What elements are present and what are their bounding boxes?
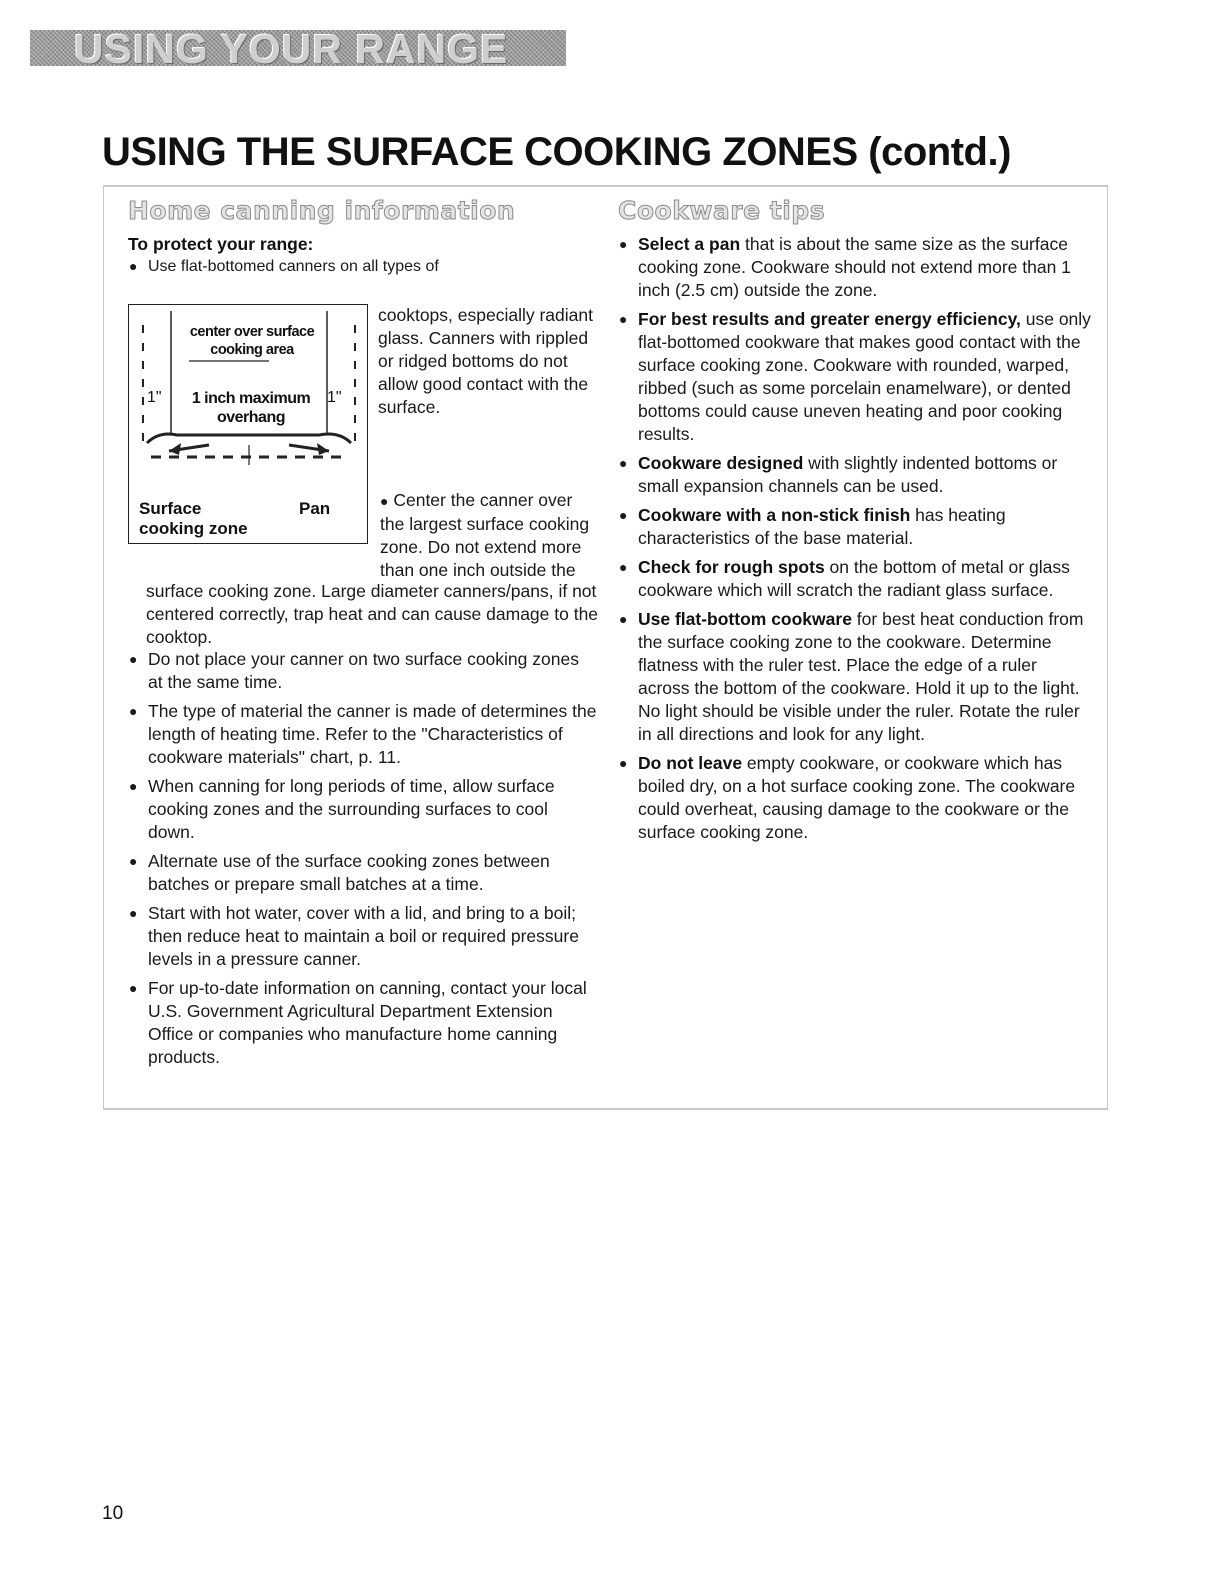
tip-text: that is about the same size as the surface cooking zone. Cookware should not extend more than 1 inch (2.5 cm) outside the zone.: [638, 234, 1071, 300]
bullet-dot: ●: [619, 236, 628, 252]
canner-diagram: [128, 304, 368, 544]
overhang-label: 1 inch maximum overhang: [191, 390, 311, 426]
protect-range-subhead: To protect your range:: [128, 234, 314, 254]
bullet-dot: ●: [129, 778, 138, 794]
left-dim-label: 1": [147, 389, 162, 406]
bullet-dot: ●: [129, 258, 138, 274]
list-item: [128, 902, 598, 971]
bullet-dot: ●: [619, 311, 628, 327]
bullet-dot: ●: [129, 703, 138, 719]
center-canner-body: Center the canner over the largest surface cooking zone. Do not extend more than one inch outside the: [380, 490, 590, 580]
list-item-text: The type of material the canner is made of determines the length of heating time. Refer to the "Characteristics of cookware materials" chart, p. 11.: [148, 701, 597, 767]
section-banner: [30, 26, 566, 72]
bullet-dot: ●: [619, 755, 628, 771]
center-canner-bullet: ●: [380, 493, 389, 509]
home-canning-column: [128, 196, 598, 1075]
center-over-label: center over surface cooking area: [189, 324, 315, 358]
tip-lead: Check for rough spots: [638, 557, 825, 577]
tip-text: for best heat conduction from the surface cooking zone to the cookware. Determine flatness with the ruler test. Place the edge of a ruler across the bottom of the cookware. Hold it up to the light. No light should be visible under the ruler. Rotate the ruler in all directions and look for any light.: [638, 609, 1084, 744]
tip-text: empty cookware, or cookware which has boiled dry, on a hot surface cooking zone. The cookware could overheat, causing damage to the cookware or the surface cooking zone.: [638, 753, 1076, 842]
list-item: [128, 700, 598, 769]
tip-text: has heating characteristics of the base material.: [638, 505, 1006, 548]
bullet-dot: ●: [129, 651, 138, 667]
banner-text: USING YOUR RANGE: [74, 26, 509, 72]
list-item: [618, 556, 1093, 602]
list-item: [128, 977, 598, 1069]
tip-lead: Cookware with a non-stick finish: [638, 505, 911, 525]
home-canning-heading: Home canning information: [128, 196, 516, 225]
cookware-tips-list: [618, 233, 1093, 844]
list-item: [618, 504, 1093, 550]
list-item-text: Do not place your canner on two surface cooking zones at the same time.: [148, 649, 579, 692]
list-item-text: When canning for long periods of time, allow surface cooking zones and the surrounding surfaces to cool down.: [148, 776, 555, 842]
bullet-dot: ●: [619, 455, 628, 471]
list-item: [618, 608, 1093, 746]
center-canner-text: [380, 489, 595, 582]
canning-bullet-list: [128, 648, 598, 1069]
list-item: [128, 850, 598, 896]
canner-intro-text: Use flat-bottomed canners on all types of: [148, 258, 439, 275]
list-item: [618, 452, 1093, 498]
cookware-tips-column: [618, 196, 1093, 850]
bullet-dot: ●: [619, 611, 628, 627]
canner-wrap-text: cooktops, especially radiant glass. Canners with rippled or ridged bottoms do not allow good contact with the surface.: [378, 305, 593, 417]
list-item: [618, 752, 1093, 844]
tip-text: on the bottom of metal or glass cookware which will scratch the radiant glass surface.: [638, 557, 1070, 600]
tip-lead: Cookware designed: [638, 453, 804, 473]
left-arrowhead: [169, 443, 181, 455]
bullet-dot: ●: [129, 853, 138, 869]
list-item-text: For up-to-date information on canning, contact your local U.S. Government Agricultural Department Extension Office or companies who manufacture home canning products.: [148, 978, 587, 1067]
bullet-dot: ●: [619, 507, 628, 523]
list-item: [128, 648, 598, 694]
page-number: 10: [102, 1503, 124, 1524]
tip-lead: Select a pan: [638, 234, 741, 254]
canner-bullet-with-figure: [128, 258, 599, 647]
tip-lead: For best results and greater energy efficiency,: [638, 309, 1021, 329]
list-item-text: Alternate use of the surface cooking zones between batches or prepare small batches at a time.: [148, 851, 550, 894]
tip-lead: Do not leave: [638, 753, 743, 773]
bullet-dot: ●: [129, 980, 138, 996]
pan-bottom: [147, 434, 351, 443]
surface-zone-label: Surface cooking zone: [139, 499, 248, 538]
bullet-dot: ●: [129, 905, 138, 921]
tip-text: use only flat-bottomed cookware that makes good contact with the surface cooking zone. Cookware with rounded, warped, ribbed (such as some porcelain enamelware), or dented bottoms could cause uneven heating and poor cooking results.: [638, 309, 1091, 444]
bullet-dot: ●: [619, 559, 628, 575]
pan-label: Pan: [299, 499, 331, 518]
tip-text: with slightly indented bottoms or small expansion channels can be used.: [638, 453, 1058, 496]
right-dim-label: 1": [327, 389, 342, 406]
cookware-tips-heading: Cookware tips: [618, 196, 826, 225]
list-item: [618, 233, 1093, 302]
list-item-text: Start with hot water, cover with a lid, and bring to a boil; then reduce heat to maintain a boil or required pressure levels in a pressure canner.: [148, 903, 579, 969]
list-item: [128, 775, 598, 844]
page-title: USING THE SURFACE COOKING ZONES (contd.): [102, 130, 1011, 174]
right-arrowhead: [317, 443, 329, 455]
list-item: [618, 308, 1093, 446]
tip-lead: Use flat-bottom cookware: [638, 609, 852, 629]
canner-continuation-text: surface cooking zone. Large diameter canners/pans, if not centered correctly, trap heat and can cause damage to the cooktop.: [146, 581, 599, 647]
